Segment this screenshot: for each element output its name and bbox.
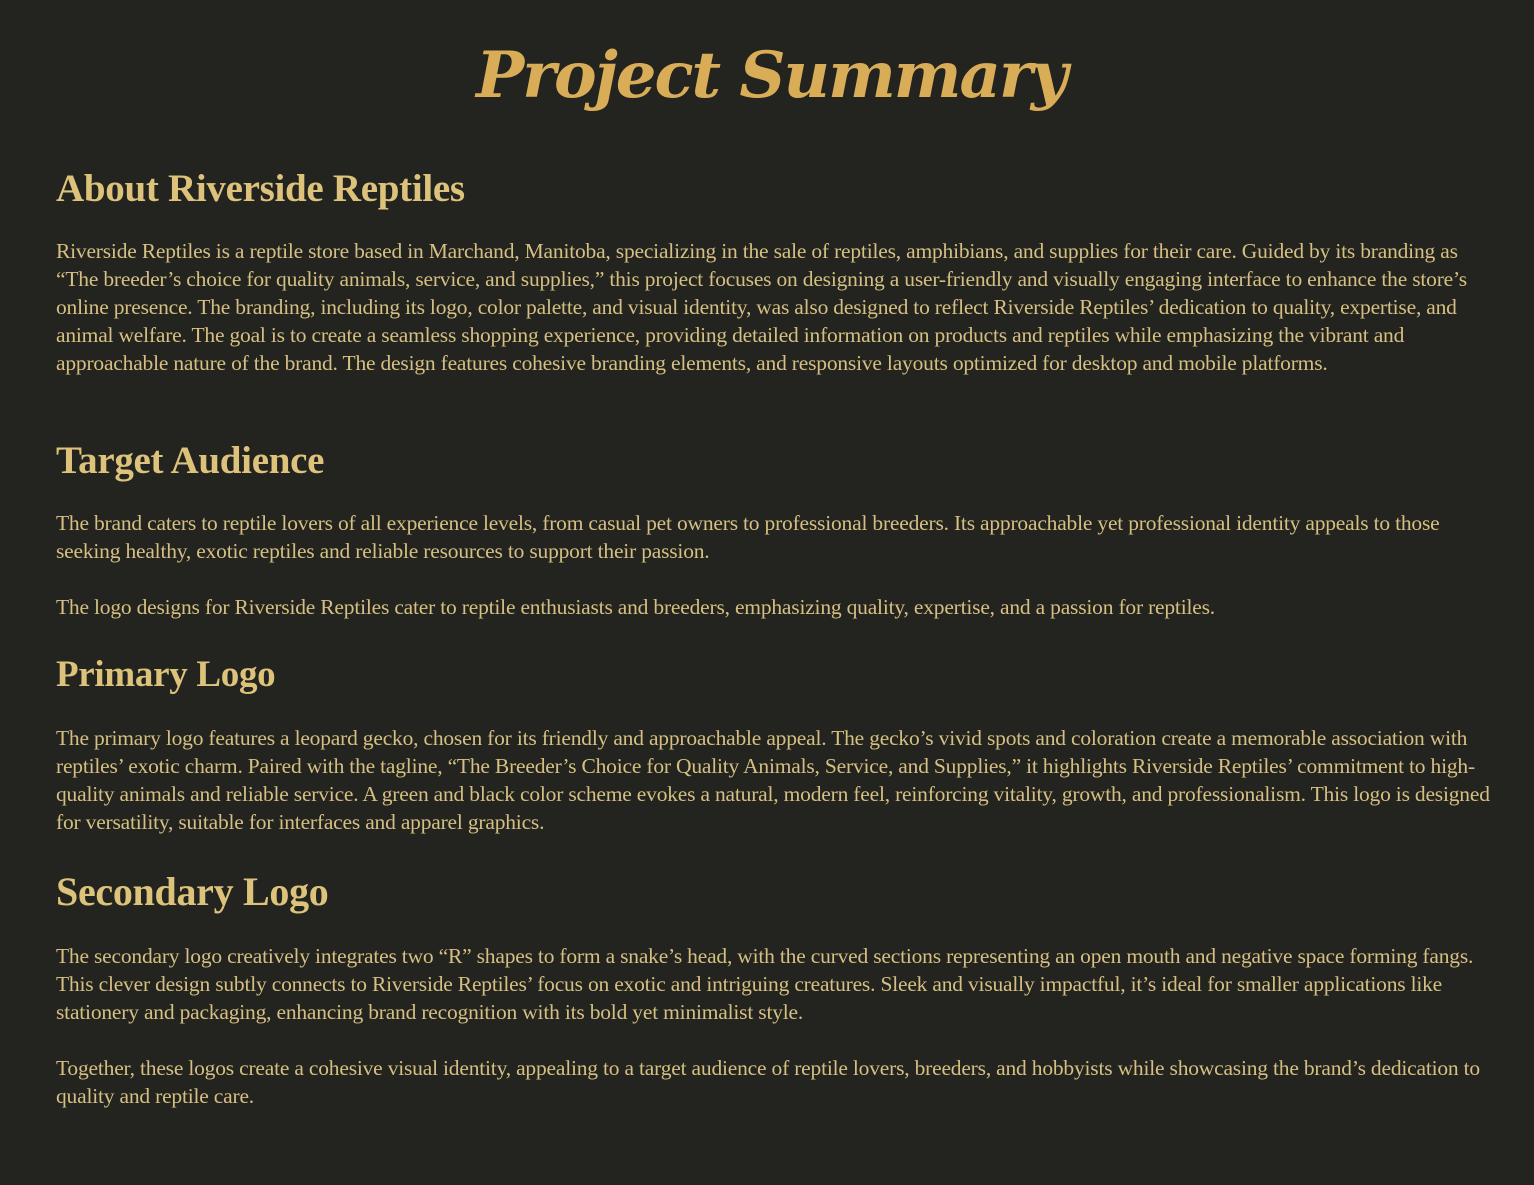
target-audience-section (56, 438, 1490, 621)
secondary-logo-paragraph: Together, these logos create a cohesive visual identity, appealing to a target audience of reptile lovers, breeders, and hobbyists while showcasing the brand’s dedication to quality and reptile care. (56, 1056, 1480, 1108)
about-section (56, 166, 1490, 377)
about-paragraph: Riverside Reptiles is a reptile store based in Marchand, Manitoba, specializing in the sale of reptiles, amphibians, and supplies for their care. Guided by its branding as “The breeder’s choice for quality animals, service, and supplies,” this project focuses on designing a user-friendly and visually engaging interface to enhance the store’s online presence. The branding, including its logo, color palette, and visual identity, was also designed to reflect Riverside Reptiles’ dedication to quality, expertise, and animal welfare. The goal is to create a seamless shopping experience, providing detailed information on products and reptiles while emphasizing the vibrant and approachable nature of the brand. The design features cohesive branding elements, and responsive layouts optimized for desktop and mobile platforms. (56, 239, 1467, 375)
target-audience-paragraph: The brand caters to reptile lovers of all experience levels, from casual pet owners to professional breeders. Its approachable yet professional identity appeals to those seeking healthy, exotic reptiles and reliable resources to support their passion. (56, 511, 1440, 563)
page-title: Project Summary (476, 38, 1066, 113)
about-heading: About Riverside Reptiles (56, 167, 465, 210)
secondary-logo-section (56, 869, 1490, 1110)
primary-logo-paragraph: The primary logo features a leopard gecko, chosen for its friendly and approachable appeal. The gecko’s vivid spots and coloration create a memorable association with reptiles’ exotic charm. Paired with the tagline, “The Breeder’s Choice for Quality Animals, Service, and Supplies,” it highlights Riverside Reptiles’ commitment to high-quality animals and reliable service. A green and black color scheme evokes a natural, modern feel, reinforcing vitality, growth, and professionalism. This logo is designed for versatility, suitable for interfaces and apparel graphics. (56, 726, 1490, 834)
primary-logo-heading: Primary Logo (56, 654, 276, 695)
about-body (56, 237, 1490, 377)
primary-logo-body (56, 724, 1490, 836)
secondary-logo-heading: Secondary Logo (56, 869, 329, 914)
primary-logo-section (56, 653, 1490, 836)
target-audience-paragraph: The logo designs for Riverside Reptiles cater to reptile enthusiasts and breeders, emphasizing quality, expertise, and a passion for reptiles. (56, 595, 1215, 619)
secondary-logo-paragraph: The secondary logo creatively integrates two “R” shapes to form a snake’s head, with the curved sections representing an open mouth and negative space forming fangs. This clever design subtly connects to Riverside Reptiles’ focus on exotic and intriguing creatures. Sleek and visually impactful, it’s ideal for smaller applications like stationery and packaging, enhancing brand recognition with its bold yet minimalist style. (56, 944, 1474, 1024)
secondary-logo-body (56, 942, 1490, 1110)
target-audience-body (56, 509, 1490, 621)
target-audience-heading: Target Audience (56, 439, 325, 482)
